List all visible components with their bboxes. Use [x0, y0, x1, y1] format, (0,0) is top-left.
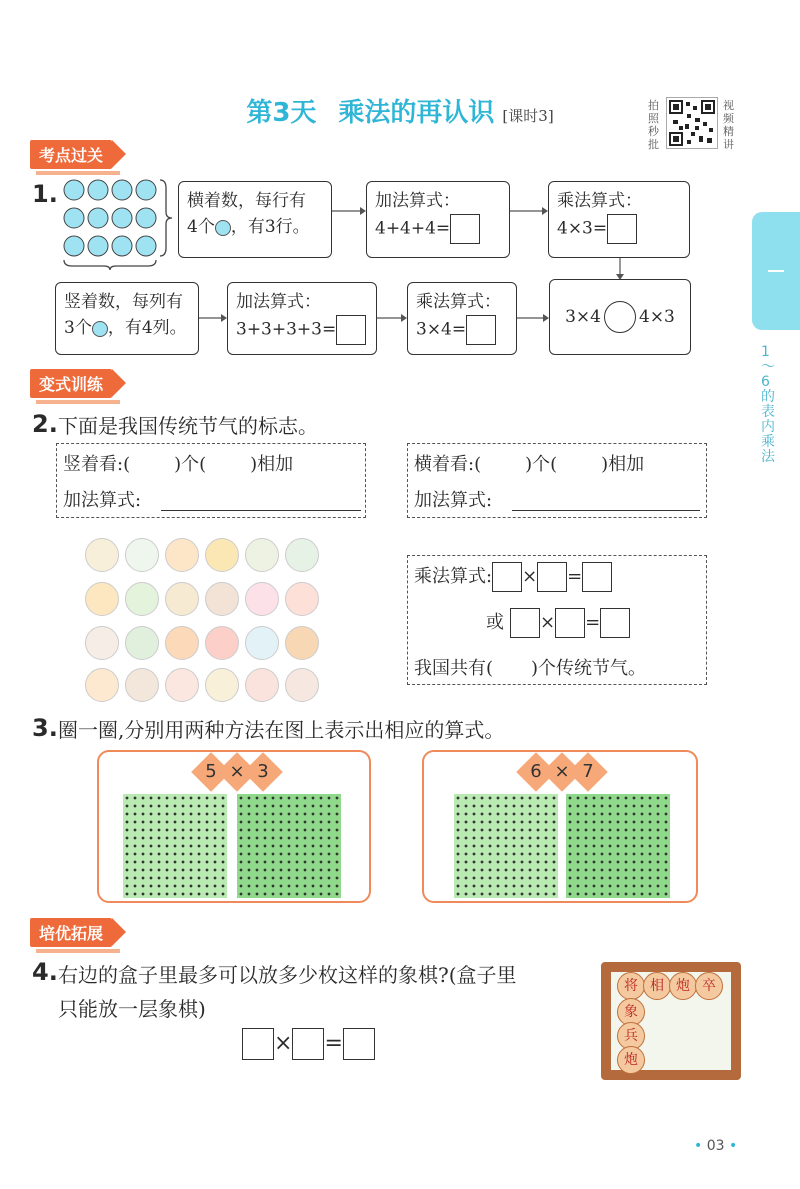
q1-box-mul1	[548, 181, 690, 258]
q1-box-mul1-label: 乘法算式：	[557, 191, 642, 211]
q4-line1: 右边的盒子里最多可以放多少枚这样的象棋?(盒子里	[58, 963, 517, 987]
dot-grid[interactable]	[454, 794, 558, 898]
section-tag-2	[30, 369, 112, 398]
q1-box-cols	[55, 282, 199, 355]
chess-piece-icon: 将	[617, 972, 645, 1000]
q1-box-add1-label: 加法算式：	[375, 191, 460, 211]
section-tag-1-label: 考点过关	[39, 146, 104, 165]
emblem-icon	[205, 538, 239, 572]
q3-left-a: 5	[205, 761, 217, 782]
section-tag-3-label: 培优拓展	[39, 924, 104, 943]
q1-box-add2-expr: 3+3+3+3=	[236, 319, 337, 340]
chess-piece-icon: 相	[643, 972, 671, 1000]
q3-right-b: 7	[582, 761, 594, 782]
compare-circle[interactable]	[604, 301, 636, 333]
q1-box-mul1-expr: 4×3=	[557, 218, 608, 239]
topic-label: 乘法的再认识	[338, 98, 495, 128]
emblem-icon	[285, 582, 319, 616]
q1-box-add1-expr: 4+4+4=	[375, 218, 451, 239]
q1-number: 1.	[32, 180, 58, 208]
chess-piece-icon: 炮	[669, 972, 697, 1000]
q4-text	[58, 958, 598, 1026]
q2-text: 下面是我国传统节气的标志。	[58, 414, 318, 438]
emblem-icon	[85, 668, 119, 702]
q2-right-line1b: )个(	[525, 454, 558, 475]
dot-grid[interactable]	[566, 794, 670, 898]
q2-number: 2.	[32, 410, 58, 438]
arrow-right-icon	[510, 205, 548, 217]
emblem-icon	[85, 582, 119, 616]
qr-right-label: 视频精讲	[723, 99, 734, 151]
section-tag-1	[30, 140, 112, 169]
answer-box[interactable]	[537, 562, 567, 592]
chess-piece-icon: 炮	[617, 1046, 645, 1074]
chess-piece-icon: 象	[617, 998, 645, 1026]
q1-box-add2	[227, 282, 377, 355]
q3-right-a: 6	[530, 761, 542, 782]
q3-left-frame	[97, 750, 371, 903]
emblem-icon	[245, 668, 279, 702]
answer-box[interactable]	[336, 315, 366, 345]
q1-box-cols-line1: 竖着数，每列有	[64, 292, 183, 312]
times-sign: ×	[522, 566, 538, 587]
emblem-icon	[245, 538, 279, 572]
q2-total-line-a: 我国共有(	[414, 658, 494, 679]
arrow-right-icon	[332, 205, 366, 217]
emblem-icon	[125, 582, 159, 616]
section-tag-3	[30, 918, 112, 947]
chess-piece-icon: 卒	[695, 972, 723, 1000]
q4-line2: 只能放一层象棋)	[58, 997, 206, 1021]
emblem-icon	[205, 582, 239, 616]
answer-box[interactable]	[600, 608, 630, 638]
q1-dot-array	[62, 178, 162, 264]
side-tab-label: 1～6的表内乘法	[761, 344, 775, 465]
answer-box[interactable]	[492, 562, 522, 592]
q1-box-rows-count: 4个	[187, 217, 215, 237]
solar-term-emblems	[85, 538, 317, 702]
emblem-icon	[245, 582, 279, 616]
answer-box[interactable]	[450, 214, 480, 244]
q1-box-mul2-expr: 3×4=	[416, 319, 467, 340]
q2-left-line2: 加法算式:	[63, 490, 142, 511]
emblem-icon	[125, 668, 159, 702]
equals-sign: =	[324, 1031, 343, 1056]
q3-text: 圈一圈,分别用两种方法在图上表示出相应的算式。	[58, 718, 505, 742]
q4-number: 4.	[32, 958, 58, 986]
emblem-icon	[285, 626, 319, 660]
chess-piece-icon: 兵	[617, 1022, 645, 1050]
emblem-icon	[125, 538, 159, 572]
q1-box-mul2	[407, 282, 517, 355]
answer-box[interactable]	[292, 1028, 324, 1060]
q2-left-line1b: )个(	[174, 454, 207, 475]
circle-icon	[92, 321, 108, 337]
answer-box[interactable]	[343, 1028, 375, 1060]
dot-grid[interactable]	[123, 794, 227, 898]
q1-box-rows-line1: 横着数，每行有	[187, 191, 306, 211]
q3-left-b: 3	[257, 761, 269, 782]
arrow-right-icon	[199, 312, 227, 324]
answer-box[interactable]	[555, 608, 585, 638]
page-number: • 03 •	[694, 1138, 738, 1154]
circle-icon	[215, 220, 231, 236]
emblem-icon	[165, 668, 199, 702]
answer-box[interactable]	[510, 608, 540, 638]
emblem-icon	[85, 538, 119, 572]
q3-number: 3.	[32, 714, 58, 742]
q1-box-mul2-label: 乘法算式：	[416, 292, 501, 312]
q2-left-line1c: )相加	[250, 454, 294, 475]
q2-mult-label: 乘法算式:	[414, 566, 493, 587]
chess-box	[601, 962, 741, 1080]
q2-or-label: 或	[486, 612, 504, 633]
q2-right-line1a: 横着看:(	[414, 454, 482, 475]
page-number-value: 03	[706, 1138, 725, 1154]
lesson-label: [课时3]	[502, 107, 554, 125]
q2-right-line2: 加法算式:	[414, 490, 493, 511]
q4-equation	[242, 1028, 375, 1060]
emblem-icon	[245, 626, 279, 660]
answer-box[interactable]	[242, 1028, 274, 1060]
side-tab	[752, 212, 800, 330]
emblem-icon	[205, 668, 239, 702]
emblem-icon	[165, 538, 199, 572]
q1-compare-left: 3×4	[565, 307, 601, 327]
day-label: 第3天	[246, 98, 317, 128]
times-sign: ×	[274, 1031, 293, 1056]
q2-left-line1a: 竖着看:(	[63, 454, 131, 475]
q1-box-compare	[549, 279, 691, 355]
qr-code-icon[interactable]	[666, 97, 718, 149]
q2-right-box	[407, 443, 707, 518]
q1-box-rows-line2: ，有3行。	[230, 217, 310, 237]
emblem-icon	[85, 626, 119, 660]
answer-line[interactable]	[161, 510, 361, 511]
arrow-right-icon	[377, 312, 407, 324]
q3-left-op: ×	[229, 761, 245, 782]
dot-grid[interactable]	[237, 794, 341, 898]
answer-box[interactable]	[607, 214, 637, 244]
q2-total-line-b: )个传统节气。	[531, 658, 647, 679]
q1-box-cols-line2: ，有4列。	[107, 318, 187, 338]
answer-line[interactable]	[512, 510, 700, 511]
equals-sign: =	[567, 566, 583, 587]
arrow-right-icon	[517, 312, 549, 324]
q3-right-frame	[422, 750, 698, 903]
q1-compare-right: 4×3	[639, 307, 675, 327]
q1-box-cols-count: 3个	[64, 318, 92, 338]
section-tag-2-label: 变式训练	[39, 375, 104, 394]
emblem-icon	[165, 582, 199, 616]
emblem-icon	[285, 668, 319, 702]
q2-mult-box	[407, 555, 707, 685]
q3-right-op: ×	[554, 761, 570, 782]
equals-sign: =	[585, 612, 601, 633]
answer-box[interactable]	[466, 315, 496, 345]
q1-box-add1	[366, 181, 510, 258]
qr-left-label: 拍照秒批	[648, 99, 659, 151]
answer-box[interactable]	[582, 562, 612, 592]
q1-box-add2-label: 加法算式：	[236, 292, 321, 312]
emblem-icon	[285, 538, 319, 572]
q2-right-line1c: )相加	[601, 454, 645, 475]
arrow-down-icon	[614, 258, 626, 280]
times-sign: ×	[540, 612, 556, 633]
emblem-icon	[125, 626, 159, 660]
emblem-icon	[205, 626, 239, 660]
q1-box-rows	[178, 181, 332, 258]
q2-left-box	[56, 443, 366, 518]
chess-top-row	[617, 972, 721, 1000]
emblem-icon	[165, 626, 199, 660]
